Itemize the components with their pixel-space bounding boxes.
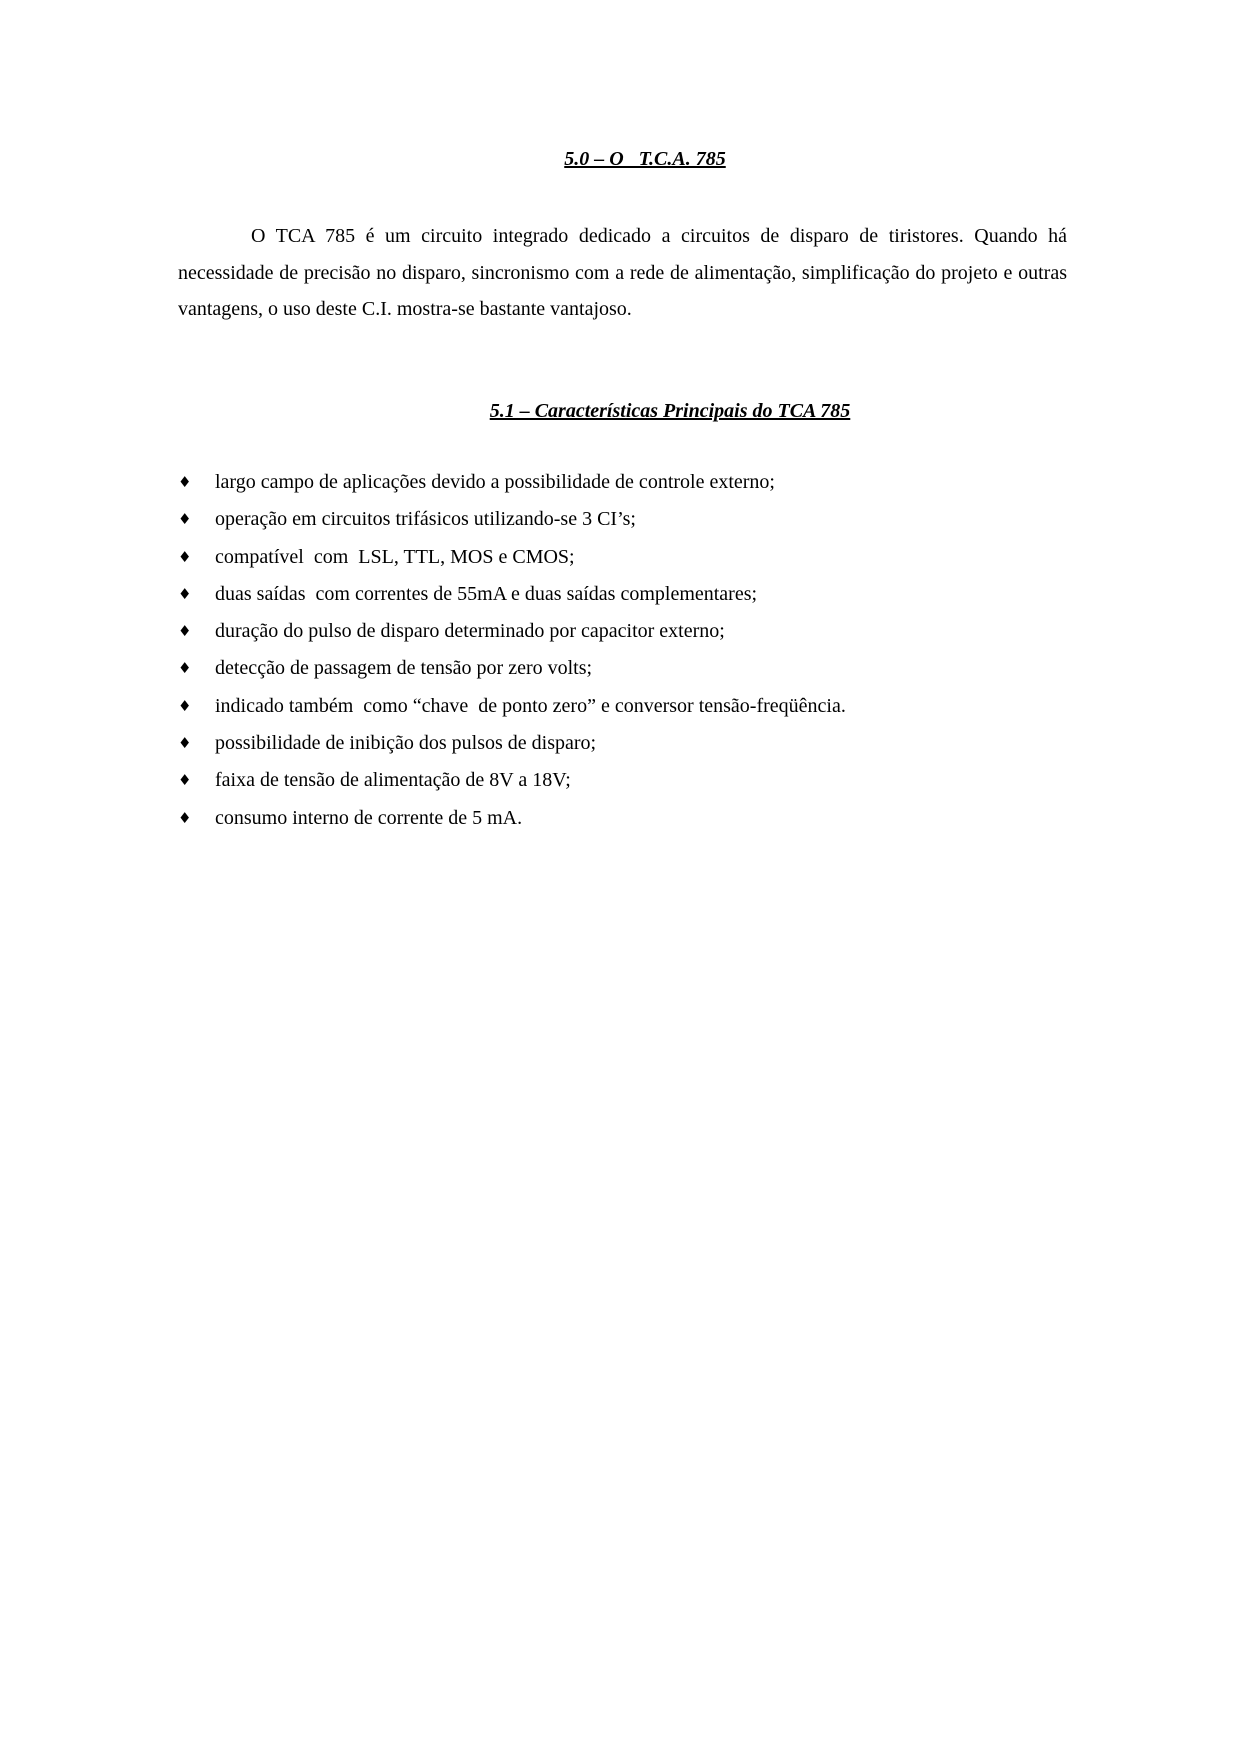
feature-text: duas saídas com correntes de 55mA e duas saídas complementares; (215, 582, 758, 605)
feature-text: faixa de tensão de alimentação de 8V a 18V; (215, 769, 571, 792)
subsection-title: 5.1 – Características Principais do TCA 785 (489, 400, 851, 422)
diamond-bullet-icon: ♦ (178, 547, 192, 566)
list-item (178, 731, 1078, 768)
features-list (178, 470, 1078, 843)
list-item (178, 507, 1078, 544)
feature-text: operação em circuitos trifásicos utilizando-se 3 CI’s; (215, 508, 636, 531)
feature-text: compatível com LSL, TTL, MOS e CMOS; (215, 545, 575, 568)
list-item (178, 470, 1078, 507)
list-item (178, 768, 1078, 805)
diamond-bullet-icon: ♦ (178, 659, 192, 678)
list-item (178, 582, 1078, 619)
list-item (178, 619, 1078, 656)
intro-paragraph: O TCA 785 é um circuito integrado dedicado a circuitos de disparo de tiristores. Quando há necessidade de precisão no disparo, sincronismo com a rede de alimentação, simplificação do projeto e outras vantagens, o uso deste C.I. mostra-se bastante vantajoso. (178, 225, 1067, 320)
feature-text: indicado também como “chave de ponto zero” e conversor tensão-freqüência. (215, 694, 846, 717)
list-item (178, 656, 1078, 693)
diamond-bullet-icon: ♦ (178, 696, 192, 715)
feature-text: consumo interno de corrente de 5 mA. (215, 806, 523, 829)
list-item (178, 694, 1078, 731)
diamond-bullet-icon: ♦ (178, 622, 192, 641)
diamond-bullet-icon: ♦ (178, 473, 192, 491)
diamond-bullet-icon: ♦ (178, 510, 192, 529)
feature-text: possibilidade de inibição dos pulsos de disparo; (215, 732, 597, 755)
diamond-bullet-icon: ♦ (178, 808, 192, 827)
list-item (178, 806, 1078, 843)
feature-text: detecção de passagem de tensão por zero volts; (215, 657, 593, 680)
list-item (178, 545, 1078, 582)
feature-text: largo campo de aplicações devido a possibilidade de controle externo; (215, 471, 775, 493)
diamond-bullet-icon: ♦ (178, 734, 192, 753)
diamond-bullet-icon: ♦ (178, 584, 192, 603)
diamond-bullet-icon: ♦ (178, 771, 192, 790)
feature-text: duração do pulso de disparo determinado por capacitor externo; (215, 620, 725, 643)
section-title: 5.0 – O T.C.A. 785 (564, 148, 726, 170)
